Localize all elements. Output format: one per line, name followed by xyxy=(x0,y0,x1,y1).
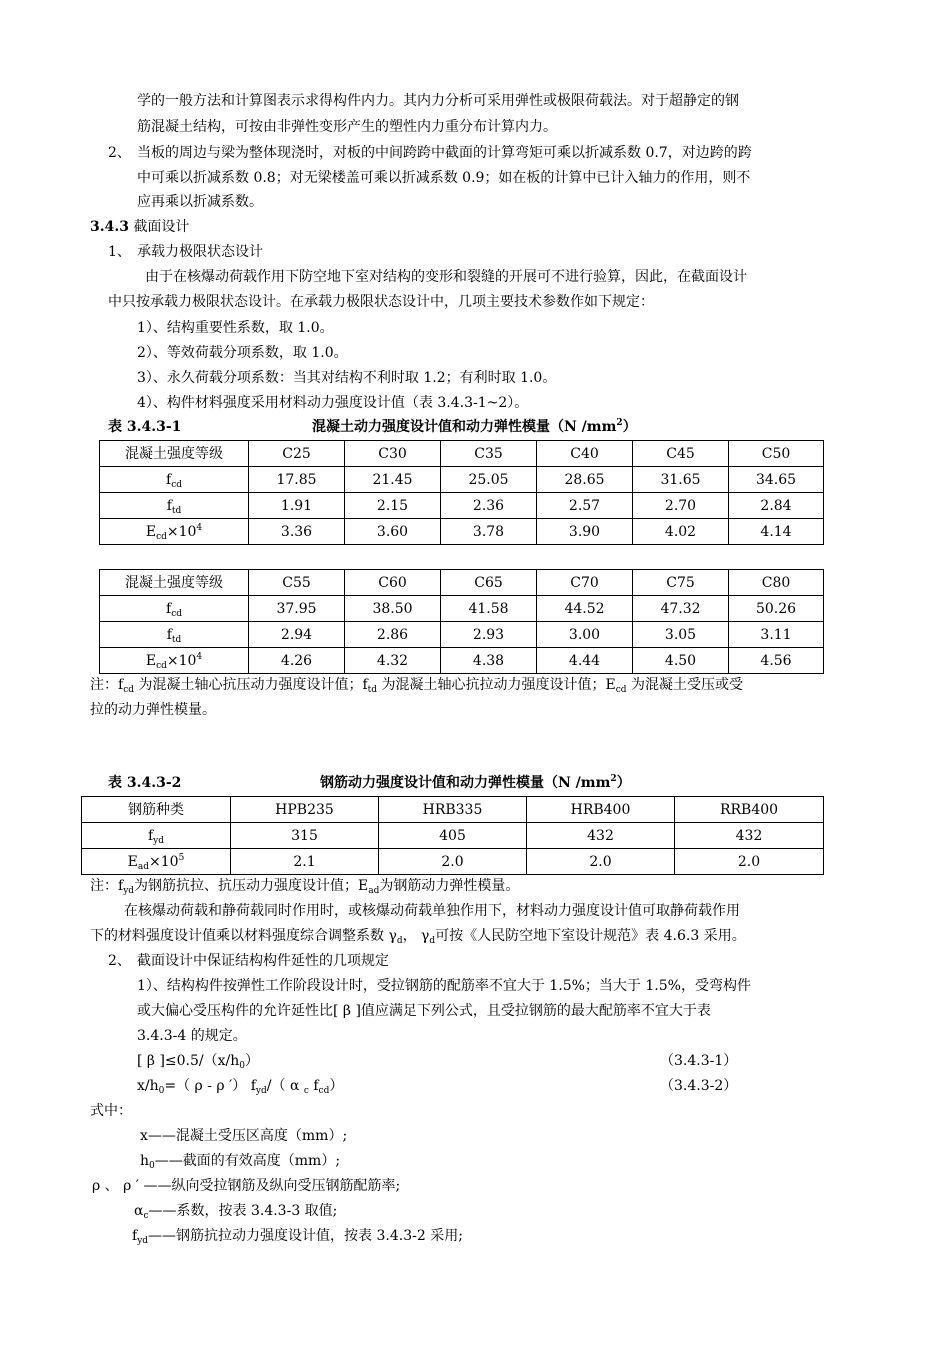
row-label: $f_{yd}$ xyxy=(82,823,231,849)
table-row xyxy=(100,570,824,596)
row-label: 混凝土强度等级 xyxy=(100,441,249,467)
text-line: 3.4.3-4 的规定。 xyxy=(137,1028,247,1044)
value-cell: 25.05 xyxy=(441,467,537,493)
text-line: 式中： xyxy=(90,1103,132,1119)
value-cell: 2.36 xyxy=(441,493,537,519)
value-cell: 3.60 xyxy=(345,519,441,545)
grade-cell: C25 xyxy=(249,441,345,467)
value-cell: 28.65 xyxy=(537,467,633,493)
value-cell: 2.94 xyxy=(249,622,345,648)
table-caption-title: 钢筋动力强度设计值和动力弹性模量（N $/mm^2$） xyxy=(320,774,631,791)
definition-item: $f_{yd}——$钢筋抗拉动力强度设计值，按表 3.4.3-2 采用; xyxy=(132,1228,463,1246)
value-cell: 2.84 xyxy=(729,493,824,519)
rebar-type-cell: HRB335 xyxy=(379,797,527,823)
definition-item: $h_0——$截面的有效高度（mm）; xyxy=(140,1153,341,1171)
value-cell: 17.85 xyxy=(249,467,345,493)
value-cell: 47.32 xyxy=(633,596,729,622)
value-cell: 2.93 xyxy=(441,622,537,648)
row-label: $E_{cd}\times 10^4$ xyxy=(100,648,249,674)
value-cell: 432 xyxy=(675,823,824,849)
value-cell: 41.58 xyxy=(441,596,537,622)
subsection-title: 承载力极限状态设计 xyxy=(137,244,263,260)
value-cell: 2.86 xyxy=(345,622,441,648)
text-line: 应再乘以折减系数。 xyxy=(137,194,263,210)
grade-cell: C45 xyxy=(633,441,729,467)
table-caption-number: 表 3.4.3-1 xyxy=(108,419,182,435)
value-cell: 3.90 xyxy=(537,519,633,545)
text-line: 在核爆动荷载和静荷载同时作用时，或核爆动荷载单独作用下，材料动力强度设计值可取静荷载作用 xyxy=(124,903,740,919)
value-cell: 3.11 xyxy=(729,622,824,648)
value-cell: 4.26 xyxy=(249,648,345,674)
grade-cell: C80 xyxy=(729,570,824,596)
rebar-type-cell: HRB400 xyxy=(527,797,675,823)
value-cell: 31.65 xyxy=(633,467,729,493)
text-line: 当板的周边与梁为整体现浇时，对板的中间跨跨中截面的计算弯矩可乘以折减系数 0.7，对边跨的跨 xyxy=(137,145,752,161)
value-cell: 44.52 xyxy=(537,596,633,622)
section-title: 截面设计 xyxy=(133,219,190,235)
equation: [ β ]$\le 0.5/(x/h_0)$ xyxy=(137,1053,259,1071)
table-row xyxy=(82,849,824,875)
table-caption-number: 表 3.4.3-2 xyxy=(108,775,182,791)
list-item: 1）、结构重要性系数，取 1.0。 xyxy=(137,320,334,336)
grade-cell: C75 xyxy=(633,570,729,596)
table-row xyxy=(100,622,824,648)
value-cell: 3.05 xyxy=(633,622,729,648)
list-number: 2、 xyxy=(108,145,131,161)
value-cell: 2.1 xyxy=(231,849,379,875)
list-number: 2、 xyxy=(108,953,131,969)
value-cell: 2.57 xyxy=(537,493,633,519)
rebar-type-cell: RRB400 xyxy=(675,797,824,823)
value-cell: 2.15 xyxy=(345,493,441,519)
row-label: $f_{td}$ xyxy=(100,622,249,648)
value-cell: 38.50 xyxy=(345,596,441,622)
value-cell: 432 xyxy=(527,823,675,849)
value-cell: 3.78 xyxy=(441,519,537,545)
table-note: 拉的动力弹性模量。 xyxy=(90,702,216,718)
value-cell: 4.50 xyxy=(633,648,729,674)
value-cell: 21.45 xyxy=(345,467,441,493)
text-line: 由于在核爆动荷载作用下防空地下室对结构的变形和裂缝的开展可不进行验算，因此，在截面设计 xyxy=(145,269,747,285)
value-cell: 4.02 xyxy=(633,519,729,545)
rebar-table xyxy=(81,796,824,875)
table-row xyxy=(100,596,824,622)
value-cell: 2.70 xyxy=(633,493,729,519)
text-line: 或大偏心受压构件的允许延性比[ β ]值应满足下列公式，且受拉钢筋的最大配筋率不宜大于表 xyxy=(137,1003,711,1019)
value-cell: 1.91 xyxy=(249,493,345,519)
row-label: $E_{cd}\times 10^4$ xyxy=(100,519,249,545)
value-cell: 50.26 xyxy=(729,596,824,622)
grade-cell: C30 xyxy=(345,441,441,467)
grade-cell: C55 xyxy=(249,570,345,596)
list-number: 1、 xyxy=(108,244,131,260)
table-row xyxy=(100,493,824,519)
row-label: $f_{td}$ xyxy=(100,493,249,519)
equation: $x/h_0=$（ ρ - ρ ′） $f_{yd}/$（ α $_c$ $f_{cd}$） xyxy=(137,1078,344,1096)
value-cell: 4.44 xyxy=(537,648,633,674)
table-row xyxy=(100,648,824,674)
table-row xyxy=(100,467,824,493)
value-cell: 2.0 xyxy=(379,849,527,875)
row-label: $f_{cd}$ xyxy=(100,596,249,622)
row-label: $E_{ad}\times 10^5$ xyxy=(82,849,231,875)
value-cell: 3.00 xyxy=(537,622,633,648)
value-cell: 2.0 xyxy=(675,849,824,875)
table-row xyxy=(82,823,824,849)
text-line: 中可乘以折减系数 0.8；对无梁楼盖可乘以折减系数 0.9；如在板的计算中已计入轴力的作用，则不 xyxy=(137,170,751,186)
value-cell: 34.65 xyxy=(729,467,824,493)
text-line: 下的材料强度设计值乘以材料强度综合调整系数 $\gamma_d$， $\gamma_d$可按《人民防空地下室设计规范》表 4.6.3 采用。 xyxy=(90,928,746,946)
section-heading xyxy=(90,215,189,239)
concrete-table-part-1 xyxy=(99,440,824,545)
value-cell: 4.56 xyxy=(729,648,824,674)
concrete-table-part-2 xyxy=(99,569,824,674)
definition-item: x——混凝土受压区高度（mm）; xyxy=(140,1128,348,1144)
list-item: 3）、永久荷载分项系数：当其对结构不利时取 1.2；有利时取 1.0。 xyxy=(137,370,557,386)
value-cell: 4.38 xyxy=(441,648,537,674)
definition-item: $\alpha_c——$系数，按表 3.4.3-3 取值; xyxy=(134,1203,338,1221)
value-cell: 3.36 xyxy=(249,519,345,545)
equation-number: （3.4.3-1） xyxy=(660,1053,738,1069)
table-row xyxy=(100,519,824,545)
value-cell: 4.32 xyxy=(345,648,441,674)
grade-cell: C60 xyxy=(345,570,441,596)
grade-cell: C70 xyxy=(537,570,633,596)
rebar-type-cell: HPB235 xyxy=(231,797,379,823)
value-cell: 4.14 xyxy=(729,519,824,545)
row-label: 混凝土强度等级 xyxy=(100,570,249,596)
value-cell: 405 xyxy=(379,823,527,849)
value-cell: 2.0 xyxy=(527,849,675,875)
value-cell: 315 xyxy=(231,823,379,849)
table-note: 注：$f_{yd}$为钢筋抗拉、抗压动力强度设计值；$E_{ad}$为钢筋动力弹性模量。 xyxy=(90,878,520,896)
grade-cell: C35 xyxy=(441,441,537,467)
equation-number: （3.4.3-2） xyxy=(660,1078,738,1094)
row-label: 钢筋种类 xyxy=(82,797,231,823)
table-row xyxy=(100,441,824,467)
subsection-title: 截面设计中保证结构构件延性的几项规定 xyxy=(137,953,389,969)
definition-item: ρ 、 ρ ′ ——纵向受拉钢筋及纵向受压钢筋配筋率; xyxy=(92,1178,401,1194)
table-caption-title: 混凝土动力强度设计值和动力弹性模量（N $/mm^2$） xyxy=(312,418,637,435)
value-cell: 37.95 xyxy=(249,596,345,622)
text-line: 中只按承载力极限状态设计。在承载力极限状态设计中，几项主要技术参数作如下规定： xyxy=(108,294,654,310)
table-note: 注：$f_{cd}$ 为混凝土轴心抗压动力强度设计值；$f_{td}$ 为混凝土轴心抗拉动力强度设计值；$E_{cd}$ 为混凝土受压或受 xyxy=(90,677,743,695)
row-label: $f_{cd}$ xyxy=(100,467,249,493)
list-item: 2）、等效荷载分项系数，取 1.0。 xyxy=(137,345,348,361)
grade-cell: C65 xyxy=(441,570,537,596)
text-line: 筋混凝土结构，可按由非弹性变形产生的塑性内力重分布计算内力。 xyxy=(137,119,557,135)
list-item: 4）、构件材料强度采用材料动力强度设计值（表 3.4.3-1~2）。 xyxy=(137,395,529,411)
section-number: 3.4.3 xyxy=(90,219,129,235)
grade-cell: C40 xyxy=(537,441,633,467)
grade-cell: C50 xyxy=(729,441,824,467)
table-row xyxy=(82,797,824,823)
text-line: 1）、结构构件按弹性工作阶段设计时，受拉钢筋的配筋率不宜大于 1.5%；当大于 1.5%，受弯构件 xyxy=(137,978,751,994)
text-line: 学的一般方法和计算图表示求得构件内力。其内力分析可采用弹性或极限荷载法。对于超静定的钢 xyxy=(137,93,739,109)
